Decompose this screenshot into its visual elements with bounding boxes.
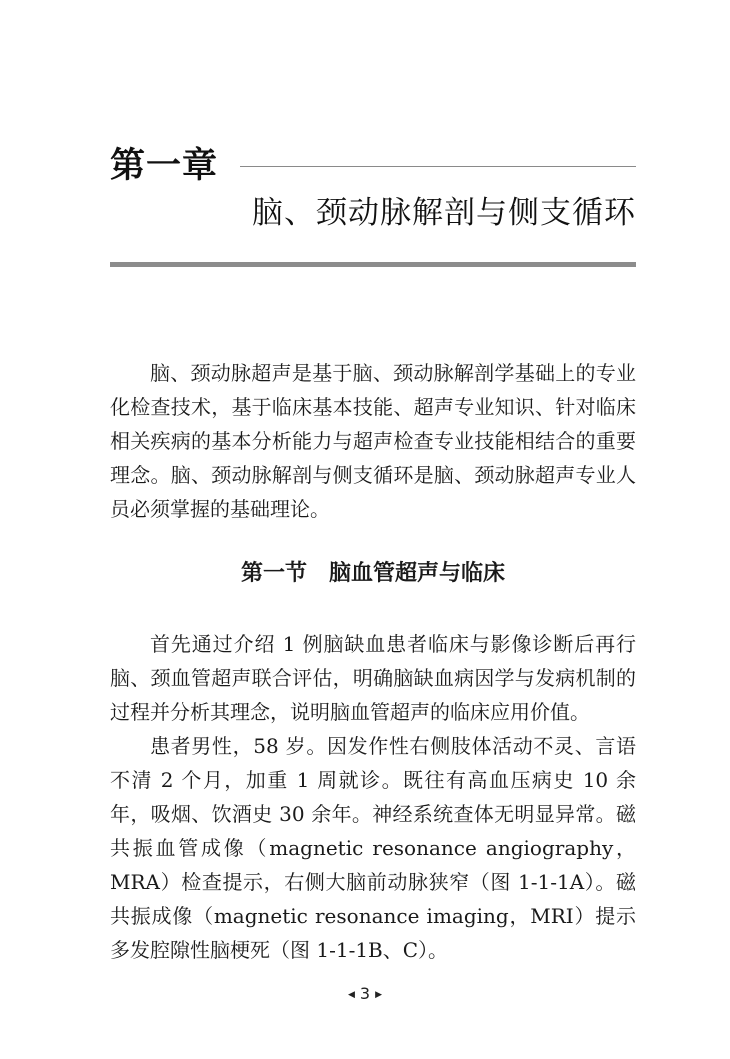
chapter-label: 第一章 bbox=[110, 146, 219, 186]
chapter-title: 脑、颈动脉解剖与侧支循环 bbox=[252, 195, 636, 231]
body-paragraph: 患者男性，58 岁。因发作性右侧肢体活动不灵、言语不清 2 个月，加重 1 周就诊。既往有高血压病史 10 余年，吸烟、饮酒史 30 余年。神经系统查体无明显异常。磁共振血管成像（magnetic resonance angiography，MRA）检查提示，右侧大脑前动脉狭窄（图 1-1-1A）。磁共振成像（magnetic resonance imaging，MRI）提示多发腔隙性脑梗死（图 1-1-1B、C）。 bbox=[110, 734, 636, 962]
triangle-right-icon: ▶ bbox=[375, 990, 383, 1000]
page-number: 3 bbox=[359, 984, 371, 1003]
intro-paragraph: 脑、颈动脉超声是基于脑、颈动脉解剖学基础上的专业化检查技术，基于临床基本技能、超声专业知识、针对临床相关疾病的基本分析能力与超声检查专业技能相结合的重要理念。脑、颈动脉解剖与侧支循环是脑、颈动脉超声专业人员必须掌握的基础理论。 bbox=[110, 361, 636, 521]
chapter-divider-thin bbox=[240, 166, 636, 167]
page-footer bbox=[0, 984, 730, 1005]
triangle-left-icon: ◀ bbox=[347, 990, 355, 1000]
chapter-divider-thick bbox=[110, 262, 636, 267]
body-paragraph: 首先通过介绍 1 例脑缺血患者临床与影像诊断后再行脑、颈血管超声联合评估，明确脑缺血病因学与发病机制的过程并分析其理念，说明脑血管超声的临床应用价值。 bbox=[110, 632, 636, 724]
section-title: 第一节 脑血管超声与临床 bbox=[240, 560, 505, 586]
